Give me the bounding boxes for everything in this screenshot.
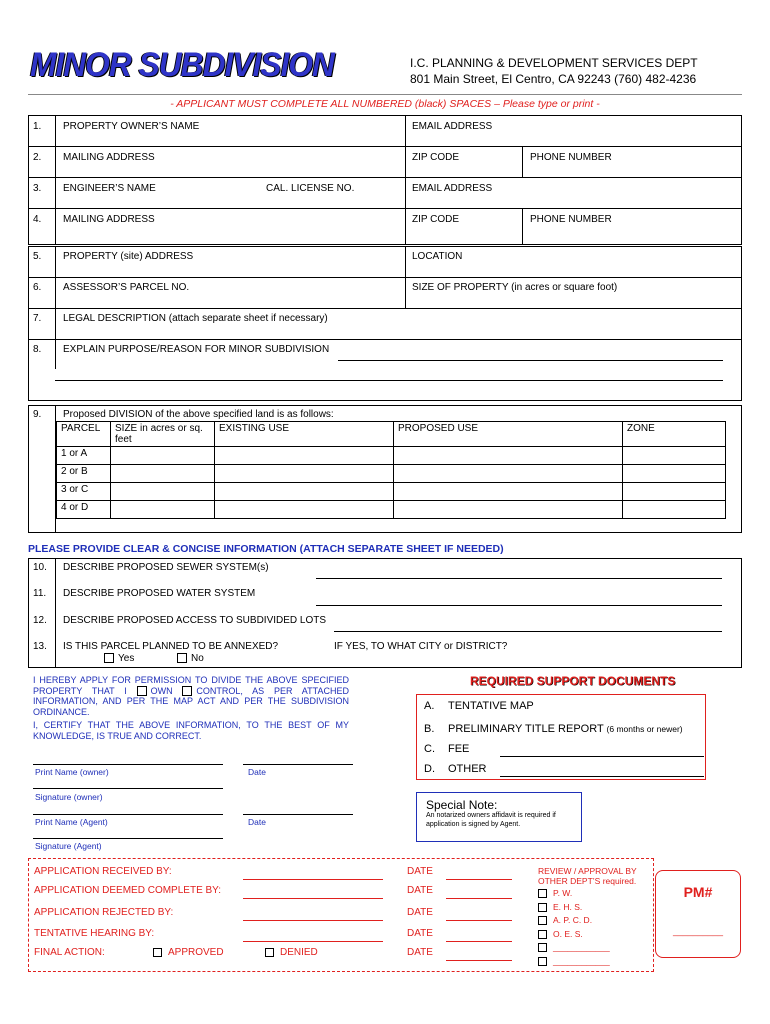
legal-description-field[interactable]: LEGAL DESCRIPTION (attach separate sheet if necessary) xyxy=(63,313,328,324)
letter: B. xyxy=(424,723,435,735)
row-number: 5. xyxy=(33,251,42,262)
dept-label: E. H. S. xyxy=(553,901,583,912)
row-divider xyxy=(28,177,742,178)
letter: C. xyxy=(424,743,435,755)
dept-label: ____________ xyxy=(553,942,610,952)
title-report-note: (6 months or newer) xyxy=(606,724,683,734)
date-label: DATE xyxy=(407,928,433,939)
table-cell[interactable] xyxy=(623,447,726,465)
received-line[interactable] xyxy=(243,879,383,880)
table-cell[interactable] xyxy=(215,483,394,501)
annex-city-label: IF YES, TO WHAT CITY or DISTRICT? xyxy=(334,641,508,652)
certification-text xyxy=(33,675,349,717)
row-number: 4. xyxy=(33,214,42,225)
dept-apcd[interactable] xyxy=(538,914,610,928)
row-divider xyxy=(28,277,742,278)
row-divider xyxy=(28,208,742,209)
complete-line[interactable] xyxy=(243,898,383,899)
col-divider xyxy=(522,146,523,177)
special-note-text: An notarized owners affidavit is required if application is signed by Agent. xyxy=(426,812,556,828)
sig-agent-line[interactable] xyxy=(33,838,223,839)
col-divider xyxy=(55,115,56,245)
dept-other-1[interactable] xyxy=(538,941,610,955)
own-label: OWN xyxy=(150,685,173,696)
purpose-line-2[interactable] xyxy=(55,380,723,381)
row-number: 9. xyxy=(33,409,42,420)
form-title: MINOR SUBDIVISION xyxy=(30,46,334,84)
header-parcel: PARCEL xyxy=(57,422,111,447)
division-table xyxy=(56,421,726,519)
header-size: SIZE in acres or sq. feet xyxy=(111,422,215,447)
checkbox-icon[interactable] xyxy=(538,943,547,952)
engineer-name-field[interactable]: ENGINEER’S NAME xyxy=(63,183,156,194)
cert-text-a: I HEREBY APPLY FOR PERMISSION TO DIVIDE THE ABOVE SPECIFIED PROPERTY THAT I xyxy=(33,675,349,696)
checkbox-icon[interactable] xyxy=(137,686,147,696)
applicant-box xyxy=(28,115,742,245)
location-field[interactable]: LOCATION xyxy=(412,251,463,262)
dept-address: 801 Main Street, El Centro, CA 92243 (760) 482-4236 xyxy=(410,72,697,86)
date-label: DATE xyxy=(407,885,433,896)
property-size-field[interactable]: SIZE OF PROPERTY (in acres or square foot) xyxy=(412,282,618,293)
table-cell[interactable] xyxy=(394,447,623,465)
row-number: 8. xyxy=(33,344,42,355)
date-line[interactable] xyxy=(446,879,512,880)
sig-agent-label: Signature (Agent) xyxy=(35,841,102,851)
access-label: DESCRIBE PROPOSED ACCESS TO SUBDIVIDED LOTS xyxy=(63,615,327,626)
title-report-label xyxy=(448,723,683,735)
row-number: 11. xyxy=(33,588,47,599)
rejected-label: APPLICATION REJECTED BY: xyxy=(34,907,174,918)
col-divider xyxy=(55,339,56,369)
required-heading: REQUIRED SUPPORT DOCUMENTS xyxy=(470,674,676,688)
complete-label: APPLICATION DEEMED COMPLETE BY: xyxy=(34,885,222,896)
instruction-line: - APPLICANT MUST COMPLETE ALL NUMBERED (black) SPACES – Please type or print - xyxy=(170,98,600,110)
row-number: 3. xyxy=(33,183,42,194)
row-number: 6. xyxy=(33,282,42,293)
header-proposed-use: PROPOSED USE xyxy=(394,422,623,447)
col-divider xyxy=(55,246,56,339)
parcel-label: 2 or B xyxy=(57,465,111,483)
checkbox-icon[interactable] xyxy=(182,686,192,696)
denied-option[interactable] xyxy=(265,947,318,958)
dept-label: P. W. xyxy=(553,888,573,898)
denied-label: DENIED xyxy=(280,947,318,958)
date-line[interactable] xyxy=(446,898,512,899)
approved-label: APPROVED xyxy=(168,947,224,958)
print-agent-label: Print Name (Agent) xyxy=(35,817,108,827)
purpose-line-1[interactable] xyxy=(338,360,723,361)
parcel-no-field[interactable]: ASSESSOR’S PARCEL NO. xyxy=(63,282,190,293)
received-label: APPLICATION RECEIVED BY: xyxy=(34,866,172,877)
owner-zip-field[interactable]: ZIP CODE xyxy=(412,152,460,163)
date-label: DATE xyxy=(407,866,433,877)
engineer-zip-field[interactable]: ZIP CODE xyxy=(412,214,460,225)
date-label: DATE xyxy=(407,947,433,958)
rejected-line[interactable] xyxy=(243,920,383,921)
pm-label: PM# xyxy=(683,884,713,900)
col-divider xyxy=(55,558,56,668)
owner-name-field[interactable]: PROPERTY OWNER’S NAME xyxy=(63,121,200,132)
hearing-label: TENTATIVE HEARING BY: xyxy=(34,928,155,939)
table-cell[interactable] xyxy=(623,465,726,483)
table-cell[interactable] xyxy=(111,447,215,465)
site-address-field[interactable]: PROPERTY (site) ADDRESS xyxy=(63,251,194,262)
checkbox-icon[interactable] xyxy=(538,903,547,912)
table-cell[interactable] xyxy=(623,501,726,519)
col-divider xyxy=(522,208,523,245)
checkbox-icon[interactable] xyxy=(538,889,547,898)
annex-no[interactable] xyxy=(177,653,204,664)
row-number: 7. xyxy=(33,313,42,324)
dept-name: I.C. PLANNING & DEVELOPMENT SERVICES DEPT xyxy=(410,56,698,70)
checkbox-icon[interactable] xyxy=(265,948,274,957)
table-cell[interactable] xyxy=(215,465,394,483)
parcel-label: 4 or D xyxy=(57,501,111,519)
fee-label: FEE xyxy=(448,743,470,755)
review-label: REVIEW / APPROVAL BY OTHER DEPT’S required. xyxy=(538,866,637,886)
other-line[interactable] xyxy=(500,776,704,777)
annex-yes[interactable] xyxy=(104,653,134,664)
section-heading: PLEASE PROVIDE CLEAR & CONCISE INFORMATION (ATTACH SEPARATE SHEET IF NEEDED) xyxy=(28,543,504,555)
row-number: 2. xyxy=(33,152,42,163)
yes-label: Yes xyxy=(118,653,135,664)
date-label: Date xyxy=(248,767,266,777)
checkbox-icon[interactable] xyxy=(153,948,162,957)
checkbox-icon[interactable] xyxy=(104,653,114,663)
division-label: Proposed DIVISION of the above specified land is as follows: xyxy=(63,409,334,420)
engineer-phone-field[interactable]: PHONE NUMBER xyxy=(530,214,612,225)
final-action-label: FINAL ACTION: xyxy=(34,947,105,958)
checkbox-icon[interactable] xyxy=(538,930,547,939)
hearing-line[interactable] xyxy=(243,941,383,942)
print-agent-line[interactable] xyxy=(33,814,223,815)
no-label: No xyxy=(191,653,204,664)
owner-mailing-field[interactable]: MAILING ADDRESS xyxy=(63,152,155,163)
checkbox-icon[interactable] xyxy=(177,653,187,663)
date-label: Date xyxy=(248,817,266,827)
checkbox-icon[interactable] xyxy=(538,957,547,966)
table-cell[interactable] xyxy=(111,465,215,483)
date-line[interactable] xyxy=(446,960,512,961)
row-number: 1. xyxy=(33,121,42,132)
annex-label: IS THIS PARCEL PLANNED TO BE ANNEXED? xyxy=(63,641,279,652)
fee-line[interactable] xyxy=(500,756,704,757)
date-agent-line[interactable] xyxy=(243,814,353,815)
parcel-label: 3 or C xyxy=(57,483,111,501)
letter: A. xyxy=(424,700,435,712)
header-existing-use: EXISTING USE xyxy=(215,422,394,447)
sig-owner-line[interactable] xyxy=(33,788,223,789)
cert-text-b: CONTROL, AS PER ATTACHED INFORMATION, AND PER THE MAP ACT AND PER THE SUBDIVISION ORDINANCE. xyxy=(33,685,349,717)
sewer-label: DESCRIBE PROPOSED SEWER SYSTEM(s) xyxy=(63,562,269,573)
header-divider xyxy=(28,94,742,95)
special-note-heading: Special Note: xyxy=(426,798,498,812)
table-cell[interactable] xyxy=(623,483,726,501)
date-label: DATE xyxy=(407,907,433,918)
purpose-label: EXPLAIN PURPOSE/REASON FOR MINOR SUBDIVISION xyxy=(63,344,330,355)
other-label: OTHER xyxy=(448,763,487,775)
dept-pw[interactable] xyxy=(538,887,610,901)
print-owner-line[interactable] xyxy=(33,764,223,765)
water-line[interactable] xyxy=(316,605,722,606)
license-field[interactable]: CAL. LICENSE NO. xyxy=(266,183,355,194)
date-line[interactable] xyxy=(446,941,512,942)
table-cell[interactable] xyxy=(394,501,623,519)
table-cell[interactable] xyxy=(394,483,623,501)
engineer-email-field[interactable]: EMAIL ADDRESS xyxy=(412,183,493,194)
checkbox-icon[interactable] xyxy=(538,916,547,925)
table-cell[interactable] xyxy=(394,465,623,483)
row-number: 13. xyxy=(33,641,47,652)
title-report-text: PRELIMINARY TITLE REPORT xyxy=(448,723,604,735)
sewer-line[interactable] xyxy=(316,578,722,579)
engineer-mailing-field[interactable]: MAILING ADDRESS xyxy=(63,214,155,225)
table-cell[interactable] xyxy=(215,447,394,465)
print-owner-label: Print Name (owner) xyxy=(35,767,109,777)
dept-ehs[interactable] xyxy=(538,901,610,915)
parcel-label: 1 or A xyxy=(57,447,111,465)
date-owner-line[interactable] xyxy=(243,764,353,765)
pm-line[interactable]: __________ xyxy=(672,926,724,936)
dept-other-2[interactable] xyxy=(538,955,610,969)
tentative-map-label: TENTATIVE MAP xyxy=(448,700,534,712)
table-cell[interactable] xyxy=(215,501,394,519)
approved-option[interactable] xyxy=(153,947,224,958)
dept-label: ____________ xyxy=(553,955,610,966)
table-cell[interactable] xyxy=(111,483,215,501)
row-divider xyxy=(28,146,742,147)
access-line[interactable] xyxy=(334,631,722,632)
owner-email-field[interactable]: EMAIL ADDRESS xyxy=(412,121,493,132)
certify-text: I, CERTIFY THAT THE ABOVE INFORMATION, TO THE BEST OF MY KNOWLEDGE, IS TRUE AND CORRECT. xyxy=(33,720,349,741)
letter: D. xyxy=(424,763,435,775)
dept-label: A. P. C. D. xyxy=(553,915,593,925)
col-divider xyxy=(405,115,406,245)
dept-oes[interactable] xyxy=(538,928,610,942)
date-line[interactable] xyxy=(446,920,512,921)
row-divider xyxy=(28,339,742,340)
row-number: 10. xyxy=(33,562,47,573)
dept-list xyxy=(538,887,610,968)
water-label: DESCRIBE PROPOSED WATER SYSTEM xyxy=(63,588,256,599)
row-number: 12. xyxy=(33,615,47,626)
col-divider xyxy=(405,246,406,308)
table-cell[interactable] xyxy=(111,501,215,519)
row-divider xyxy=(28,308,742,309)
sig-owner-label: Signature (owner) xyxy=(35,792,103,802)
owner-phone-field[interactable]: PHONE NUMBER xyxy=(530,152,612,163)
dept-label: O. E. S. xyxy=(553,928,583,939)
header-zone: ZONE xyxy=(623,422,726,447)
